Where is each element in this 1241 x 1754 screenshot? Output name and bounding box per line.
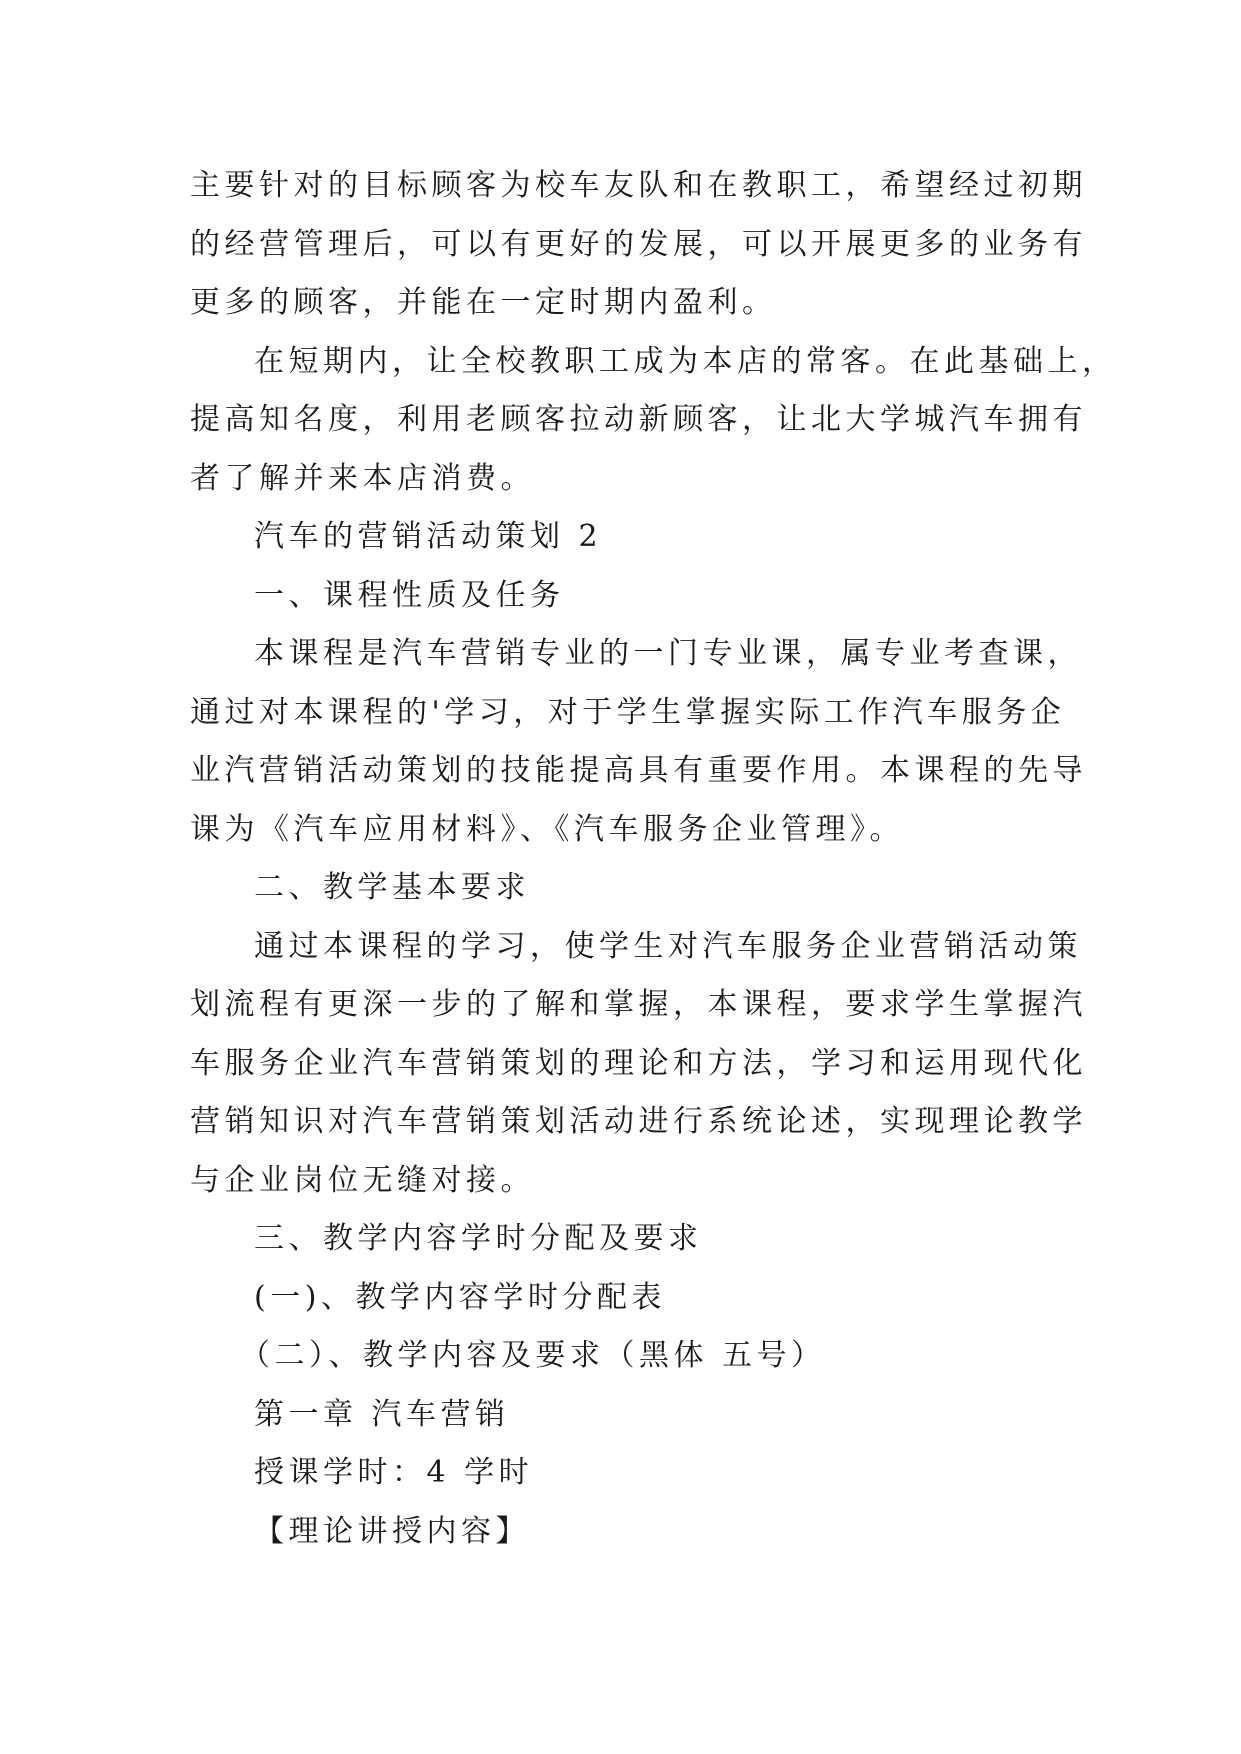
heading: 一、课程性质及任务 bbox=[254, 577, 565, 613]
class-hours: 授课学时：4 学时 bbox=[254, 1455, 534, 1490]
paragraph-line: 更多的顾客，并能在一定时期内盈利。 bbox=[190, 285, 777, 320]
heading: 三、教学内容学时分配及要求 bbox=[254, 1221, 703, 1256]
chapter-title: 第一章 汽车营销 bbox=[254, 1396, 510, 1432]
paragraph-line: 通过对本课程的'学习，对于学生掌握实际工作汽车服务企 bbox=[190, 694, 1066, 730]
section-title: 汽车的营销活动策划 2 bbox=[254, 519, 603, 554]
subheading: （二）、教学内容及要求（黑体 五号） bbox=[240, 1338, 826, 1373]
paragraph-line: 车服务企业汽车营销策划的理论和方法，学习和运用现代化 bbox=[190, 1045, 1087, 1081]
heading: 二、教学基本要求 bbox=[254, 870, 530, 905]
paragraph-line: 的经营管理后，可以有更好的发展，可以开展更多的业务有 bbox=[190, 226, 1087, 262]
paragraph-line: 在短期内，让全校教职工成为本店的常客。在此基础上， bbox=[254, 343, 1117, 379]
paragraph-line: 业汽营销活动策划的技能提高具有重要作用。本课程的先导 bbox=[190, 753, 1087, 788]
paragraph-line: 提高知名度，利用老顾客拉动新顾客，让北大学城汽车拥有 bbox=[190, 402, 1087, 437]
paragraph-line: 通过本课程的学习，使学生对汽车服务企业营销活动策 bbox=[254, 928, 1082, 964]
paragraph-line: 主要针对的目标顾客为校车友队和在教职工，希望经过初期 bbox=[190, 168, 1087, 203]
paragraph-line: 课为《汽车应用材料》、《汽车服务企业管理》。 bbox=[190, 811, 904, 847]
paragraph-line: 营销知识对汽车营销策划活动进行系统论述，实现理论教学 bbox=[190, 1104, 1087, 1139]
paragraph-line: 本课程是汽车营销专业的一门专业课，属专业考查课， bbox=[254, 636, 1082, 671]
paragraph-line: 者了解并来本店消费。 bbox=[190, 460, 535, 496]
section-label: 【理论讲授内容】 bbox=[254, 1513, 530, 1549]
paragraph-line: 划流程有更深一步的了解和掌握，本课程，要求学生掌握汽 bbox=[190, 987, 1087, 1022]
paragraph-line: 与企业岗位无缝对接。 bbox=[190, 1162, 535, 1198]
subheading: (一)、教学内容学时分配表 bbox=[254, 1279, 666, 1315]
document-body bbox=[190, 157, 1117, 1561]
